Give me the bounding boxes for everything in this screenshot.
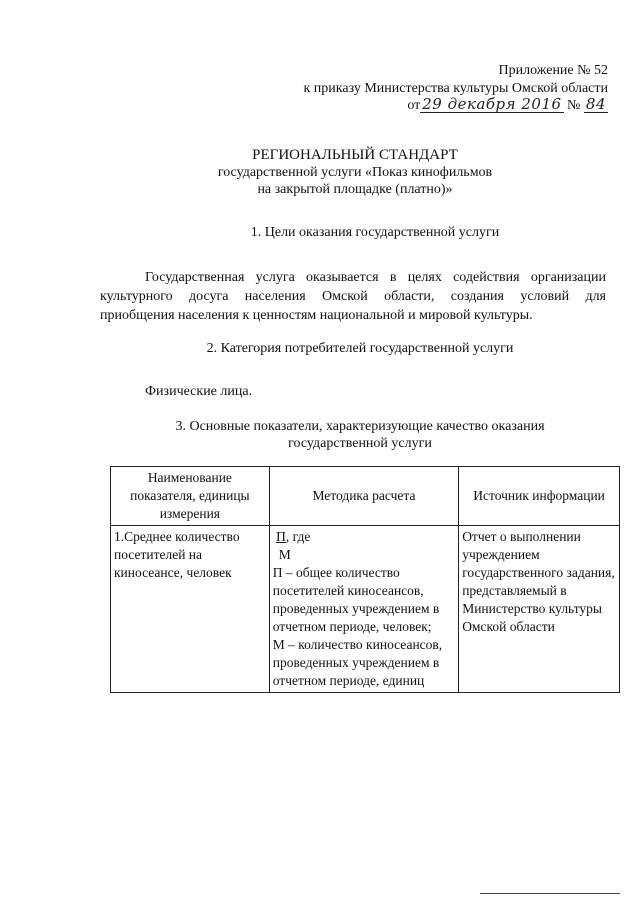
- section1-paragraph: [100, 268, 606, 325]
- header-information-source: Источник информации: [459, 467, 620, 526]
- order-reference: к приказу Министерства культуры Омской области: [303, 81, 608, 96]
- date-prefix: от: [407, 98, 421, 113]
- document-subtitle-line2: на закрытой площадке (платно)»: [257, 182, 453, 197]
- formula-where: , где: [285, 529, 311, 544]
- formula-definition-p: П – общее количество посетителей киносеансов, проведенных учреждением в отчетном периоде, человек;: [272, 565, 440, 634]
- cell-calculation-method: [269, 526, 458, 693]
- section2-text: Физические лица.: [145, 384, 253, 399]
- section1-line1: Государственная услуга оказывается в целях содействия организации: [145, 270, 606, 285]
- formula: [273, 528, 455, 546]
- section3-heading-line2: государственной услуги: [288, 436, 432, 451]
- document-title: РЕГИОНАЛЬНЫЙ СТАНДАРТ: [252, 147, 458, 163]
- header-indicator-name: Наименование показателя, единицы измерения: [111, 467, 270, 526]
- footer-divider: [480, 893, 620, 894]
- section2-heading: 2. Категория потребителей государственной услуги: [206, 341, 514, 356]
- section1-line3: приобщения населения к ценностям национальной и мировой культуры.: [100, 308, 533, 323]
- cell-indicator-name: 1.Среднее количество посетителей на киносеансе, человек: [111, 526, 270, 693]
- formula-definition-m: М – количество киносеансов, проведенных учреждением в отчетном периоде, единиц: [272, 637, 443, 688]
- section3-heading-line1: 3. Основные показатели, характеризующие качество оказания: [175, 419, 545, 434]
- section1-line2: культурного досуга населения Омской области, создания условий для: [100, 289, 606, 304]
- appendix-label: Приложение № 52: [498, 63, 608, 78]
- order-date-number: [407, 96, 608, 115]
- number-prefix: №: [567, 98, 581, 113]
- header-calculation-method: Методика расчета: [269, 467, 458, 526]
- document-subtitle-line1: государственной услуги «Показ кинофильмов: [217, 165, 493, 180]
- handwritten-number: 84: [585, 95, 606, 113]
- table-header-row: [111, 467, 620, 526]
- formula-denominator: М: [278, 547, 291, 562]
- table-row: [111, 526, 620, 693]
- cell-information-source: Отчет о выполнении учреждением государственного задания, представляемый в Министерство культуры Омской области: [459, 526, 620, 693]
- handwritten-date: 29 декабря 2016: [422, 95, 562, 113]
- formula-numerator: П: [276, 529, 286, 544]
- indicators-table: [110, 466, 620, 693]
- section1-heading: 1. Цели оказания государственной услуги: [250, 225, 500, 240]
